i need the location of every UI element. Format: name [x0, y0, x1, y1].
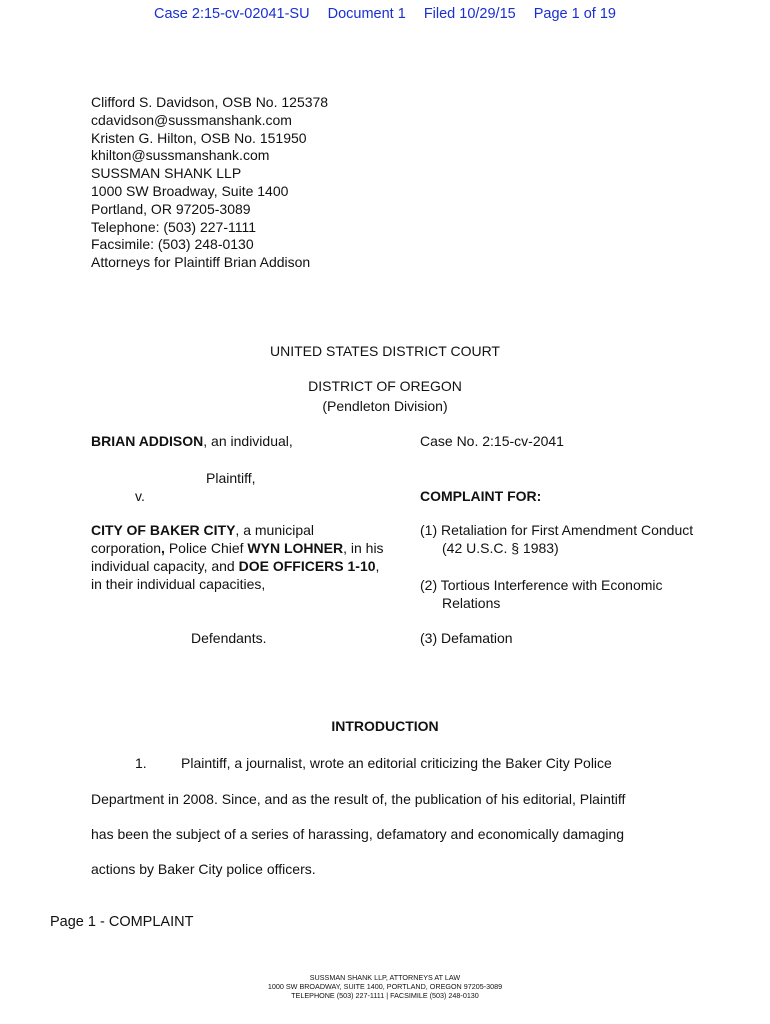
defendants-label: Defendants.	[191, 630, 267, 646]
counsel-line: SUSSMAN SHANK LLP	[91, 165, 242, 182]
defendant-1-name: CITY OF BAKER CITY	[91, 522, 236, 538]
counsel-line: Portland, OR 97205-3089	[91, 200, 251, 217]
paragraph-line: has been the subject of a series of harassing, defamatory and economically damaging	[91, 826, 625, 842]
defendant-1-description: , a municipal corporation	[91, 522, 315, 556]
court-name: UNITED STATES DISTRICT COURT	[270, 343, 500, 359]
court-division: (Pendleton Division)	[322, 398, 448, 414]
firm-footer-line: SUSSMAN SHANK LLP, ATTORNEYS AT LAW	[309, 973, 461, 982]
defendant-2-description: , in his individual capacity, and	[91, 540, 384, 574]
plaintiff-name: BRIAN ADDISON	[91, 433, 204, 449]
counsel-line: Facsimile: (503) 248-0130	[91, 236, 254, 253]
filed-date: Filed 10/29/15	[423, 6, 516, 22]
counsel-block	[91, 94, 328, 272]
section-heading: INTRODUCTION	[331, 718, 439, 734]
case-number-caption: Case No. 2:15-cv-2041	[420, 433, 564, 449]
plaintiff-label: Plaintiff,	[206, 470, 256, 486]
counsel-line: cdavidson@sussmanshank.com	[91, 111, 292, 128]
defendant-3-description: , in their individual capacities,	[91, 558, 380, 592]
counsel-line: khilton@sussmanshank.com	[91, 147, 270, 164]
firm-footer-line: 1000 SW BROADWAY, SUITE 1400, PORTLAND, OREGON 97205-3089	[267, 982, 503, 991]
paragraph-line: actions by Baker City police officers.	[91, 861, 316, 877]
counsel-line: Kristen G. Hilton, OSB No. 151950	[91, 129, 307, 146]
counsel-line: Attorneys for Plaintiff Brian Addison	[91, 254, 311, 271]
counsel-line: 1000 SW Broadway, Suite 1400	[91, 182, 289, 199]
counsel-line: Telephone: (503) 227-1111	[91, 218, 257, 235]
court-district: DISTRICT OF OREGON	[308, 378, 462, 394]
complaint-for-heading: COMPLAINT FOR:	[420, 488, 542, 504]
plaintiff-party	[91, 432, 293, 450]
defendant-separator: ,	[161, 540, 165, 556]
page-count: Page 1 of 19	[533, 6, 616, 22]
claim-item: (3) Defamation	[420, 630, 513, 646]
case-number: Case 2:15-cv-02041-SU	[154, 6, 310, 22]
claim-item: (2) Tortious Interference with Economic Relations	[420, 577, 663, 611]
firm-footer-line: TELEPHONE (503) 227-1111 | FACSIMILE (503) 248-0130	[291, 991, 479, 1000]
defendant-3-name: DOE OFFICERS 1-10	[238, 558, 376, 574]
ecf-header	[0, 6, 770, 22]
paragraph-line: Department in 2008. Since, and as the result of, the publication of his editorial, Plaintiff	[91, 791, 626, 807]
paragraph-line: Plaintiff, a journalist, wrote an editorial criticizing the Baker City Police	[181, 755, 612, 771]
defendant-2-name: WYN LOHNER	[247, 540, 344, 556]
counsel-line: Clifford S. Davidson, OSB No. 125378	[91, 94, 329, 110]
document-number: Document 1	[327, 6, 406, 22]
defendants-party	[91, 521, 391, 593]
defendant-2-prefix: Police Chief	[164, 540, 248, 556]
plaintiff-description: , an individual,	[203, 433, 293, 449]
paragraph-number: 1.	[135, 755, 147, 771]
versus-label: v.	[135, 488, 145, 504]
claim-item: (1) Retaliation for First Amendment Conduct (42 U.S.C. § 1983)	[420, 522, 694, 556]
page-footer-label: Page 1 - COMPLAINT	[50, 914, 194, 930]
